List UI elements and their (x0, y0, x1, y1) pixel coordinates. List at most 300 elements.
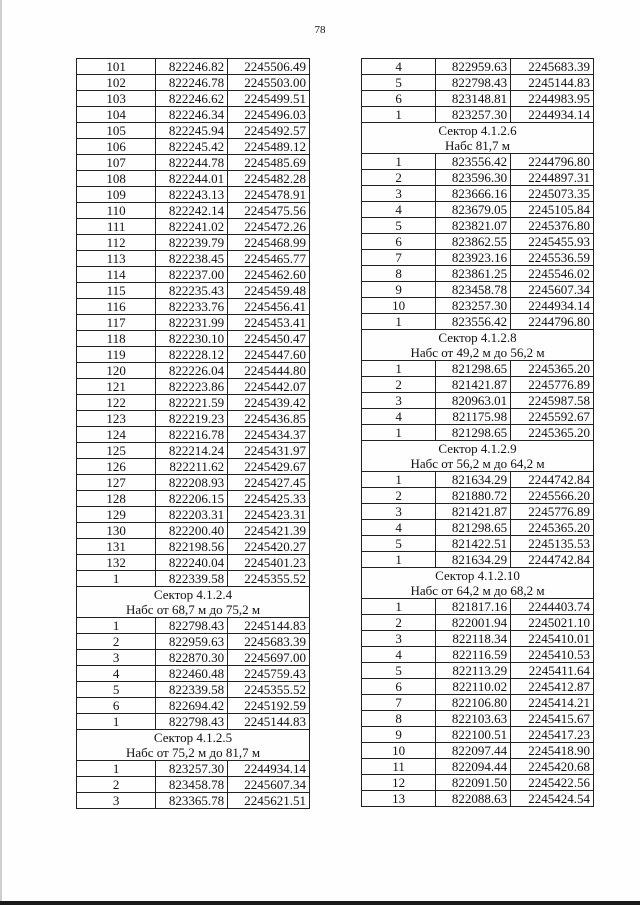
x-coordinate-cell: 822246.78 (156, 75, 228, 91)
y-coordinate-cell: 2245456.41 (228, 299, 310, 315)
y-coordinate-cell: 2244742.84 (511, 552, 594, 568)
x-coordinate-cell: 823148.81 (436, 91, 511, 107)
y-coordinate-cell: 2245478.91 (228, 187, 310, 203)
x-coordinate-cell: 823257.30 (436, 298, 511, 314)
y-coordinate-cell: 2245697.00 (228, 650, 310, 666)
point-number-cell: 5 (77, 682, 156, 698)
x-coordinate-cell: 821298.65 (436, 425, 511, 441)
x-coordinate-cell: 822100.51 (436, 727, 511, 743)
point-number-cell: 4 (362, 59, 436, 75)
sector-title: Сектор 4.1.2.8 (362, 330, 594, 346)
x-coordinate-cell: 822097.44 (436, 743, 511, 759)
table-row (362, 727, 594, 743)
point-number-cell: 1 (77, 761, 156, 777)
y-coordinate-cell: 2245776.89 (511, 504, 594, 520)
point-number-cell: 105 (77, 123, 156, 139)
table-row (362, 425, 594, 441)
x-coordinate-cell: 822239.79 (156, 235, 228, 251)
y-coordinate-cell: 2245492.57 (228, 123, 310, 139)
y-coordinate-cell: 2245423.31 (228, 507, 310, 523)
x-coordinate-cell: 821298.65 (436, 520, 511, 536)
sector-title: Сектор 4.1.2.5 (77, 730, 310, 746)
x-coordinate-cell: 823458.78 (436, 282, 511, 298)
x-coordinate-cell: 823458.78 (156, 777, 228, 793)
sector-height-row (362, 583, 594, 599)
point-number-cell: 123 (77, 411, 156, 427)
y-coordinate-cell: 2245536.59 (511, 250, 594, 266)
table-row (77, 123, 310, 139)
y-coordinate-cell: 2245489.12 (228, 139, 310, 155)
point-number-cell: 1 (362, 154, 436, 170)
point-number-cell: 9 (362, 727, 436, 743)
x-coordinate-cell: 822245.94 (156, 123, 228, 139)
table-row (77, 299, 310, 315)
y-coordinate-cell: 2245429.67 (228, 459, 310, 475)
table-row (77, 171, 310, 187)
table-row (77, 682, 310, 698)
point-number-cell: 125 (77, 443, 156, 459)
point-number-cell: 4 (362, 202, 436, 218)
y-coordinate-cell: 2245462.60 (228, 267, 310, 283)
y-coordinate-cell: 2245415.67 (511, 711, 594, 727)
point-number-cell: 4 (77, 666, 156, 682)
point-number-cell: 4 (362, 647, 436, 663)
x-coordinate-cell: 822110.02 (436, 679, 511, 695)
y-coordinate-cell: 2245468.99 (228, 235, 310, 251)
y-coordinate-cell: 2245485.69 (228, 155, 310, 171)
y-coordinate-cell: 2245412.87 (511, 679, 594, 695)
table-row (77, 251, 310, 267)
x-coordinate-cell: 822246.62 (156, 91, 228, 107)
point-number-cell: 104 (77, 107, 156, 123)
point-number-cell: 2 (77, 777, 156, 793)
y-coordinate-cell: 2244934.14 (511, 107, 594, 123)
left-coordinate-column (76, 58, 310, 809)
y-coordinate-cell: 2245365.20 (511, 425, 594, 441)
x-coordinate-cell: 821880.72 (436, 488, 511, 504)
x-coordinate-cell: 823556.42 (436, 154, 511, 170)
table-row (362, 711, 594, 727)
point-number-cell: 112 (77, 235, 156, 251)
table-row (77, 761, 310, 777)
table-row (77, 539, 310, 555)
x-coordinate-cell: 822241.02 (156, 219, 228, 235)
table-row (362, 599, 594, 615)
point-number-cell: 6 (362, 234, 436, 250)
y-coordinate-cell: 2245453.41 (228, 315, 310, 331)
table-row (362, 520, 594, 536)
x-coordinate-cell: 822460.48 (156, 666, 228, 682)
point-number-cell: 5 (362, 536, 436, 552)
x-coordinate-cell: 821421.87 (436, 377, 511, 393)
x-coordinate-cell: 822116.59 (436, 647, 511, 663)
x-coordinate-cell: 822959.63 (156, 634, 228, 650)
x-coordinate-cell: 821175.98 (436, 409, 511, 425)
y-coordinate-cell: 2245420.27 (228, 539, 310, 555)
point-number-cell: 6 (77, 698, 156, 714)
y-coordinate-cell: 2245365.20 (511, 361, 594, 377)
table-row (362, 218, 594, 234)
point-number-cell: 132 (77, 555, 156, 571)
point-number-cell: 2 (362, 615, 436, 631)
table-row (77, 650, 310, 666)
point-number-cell: 110 (77, 203, 156, 219)
table-row (77, 59, 310, 75)
y-coordinate-cell: 2245411.64 (511, 663, 594, 679)
x-coordinate-cell: 822233.76 (156, 299, 228, 315)
sector-height-range: Набс от 68,7 м до 75,2 м (77, 602, 310, 618)
x-coordinate-cell: 823556.42 (436, 314, 511, 330)
y-coordinate-cell: 2245592.67 (511, 409, 594, 425)
x-coordinate-cell: 822798.43 (436, 75, 511, 91)
sector-height-range: Набс 81,7 м (362, 138, 594, 154)
point-number-cell: 1 (77, 618, 156, 634)
x-coordinate-cell: 822228.12 (156, 347, 228, 363)
table-row (362, 234, 594, 250)
point-number-cell: 4 (362, 520, 436, 536)
y-coordinate-cell: 2245192.59 (228, 698, 310, 714)
sector-title-row (362, 330, 594, 346)
x-coordinate-cell: 822240.04 (156, 555, 228, 571)
table-row (362, 393, 594, 409)
y-coordinate-cell: 2245105.84 (511, 202, 594, 218)
table-row (77, 187, 310, 203)
x-coordinate-cell: 820963.01 (436, 393, 511, 409)
point-number-cell: 1 (362, 314, 436, 330)
x-coordinate-cell: 822798.43 (156, 618, 228, 634)
x-coordinate-cell: 822198.56 (156, 539, 228, 555)
point-number-cell: 122 (77, 395, 156, 411)
x-coordinate-cell: 823257.30 (436, 107, 511, 123)
y-coordinate-cell: 2245465.77 (228, 251, 310, 267)
point-number-cell: 3 (362, 631, 436, 647)
point-number-cell: 1 (77, 571, 156, 587)
table-row (362, 91, 594, 107)
table-row (362, 75, 594, 91)
y-coordinate-cell: 2245503.00 (228, 75, 310, 91)
x-coordinate-cell: 822208.93 (156, 475, 228, 491)
point-number-cell: 9 (362, 282, 436, 298)
table-row (77, 283, 310, 299)
point-number-cell: 109 (77, 187, 156, 203)
y-coordinate-cell: 2245073.35 (511, 186, 594, 202)
x-coordinate-cell: 823596.30 (436, 170, 511, 186)
point-number-cell: 113 (77, 251, 156, 267)
table-row (362, 504, 594, 520)
table-row (362, 791, 594, 807)
table-row (362, 615, 594, 631)
point-number-cell: 106 (77, 139, 156, 155)
point-number-cell: 1 (362, 599, 436, 615)
table-row (362, 679, 594, 695)
table-row (77, 75, 310, 91)
x-coordinate-cell: 822113.29 (436, 663, 511, 679)
x-coordinate-cell: 822094.44 (436, 759, 511, 775)
table-row (362, 154, 594, 170)
point-number-cell: 12 (362, 775, 436, 791)
sector-height-row (77, 745, 310, 761)
table-row (362, 743, 594, 759)
x-coordinate-cell: 822246.82 (156, 59, 228, 75)
y-coordinate-cell: 2245759.43 (228, 666, 310, 682)
y-coordinate-cell: 2245021.10 (511, 615, 594, 631)
table-row (362, 759, 594, 775)
table-row (77, 395, 310, 411)
table-row (362, 266, 594, 282)
sector-title-row (362, 568, 594, 584)
table-row (77, 235, 310, 251)
point-number-cell: 5 (362, 663, 436, 679)
table-row (77, 475, 310, 491)
x-coordinate-cell: 822339.58 (156, 682, 228, 698)
point-number-cell: 13 (362, 791, 436, 807)
x-coordinate-cell: 822219.23 (156, 411, 228, 427)
sector-title-row (362, 441, 594, 457)
point-number-cell: 121 (77, 379, 156, 395)
y-coordinate-cell: 2245776.89 (511, 377, 594, 393)
table-row (77, 714, 310, 730)
x-coordinate-cell: 821421.87 (436, 504, 511, 520)
x-coordinate-cell: 822206.15 (156, 491, 228, 507)
y-coordinate-cell: 2245506.49 (228, 59, 310, 75)
point-number-cell: 131 (77, 539, 156, 555)
y-coordinate-cell: 2245621.51 (228, 793, 310, 809)
y-coordinate-cell: 2245144.83 (511, 75, 594, 91)
table-row (362, 663, 594, 679)
y-coordinate-cell: 2245424.54 (511, 791, 594, 807)
y-coordinate-cell: 2245418.90 (511, 743, 594, 759)
x-coordinate-cell: 823821.07 (436, 218, 511, 234)
table-row (362, 314, 594, 330)
x-coordinate-cell: 822088.63 (436, 791, 511, 807)
table-row (362, 186, 594, 202)
point-number-cell: 119 (77, 347, 156, 363)
y-coordinate-cell: 2245355.52 (228, 682, 310, 698)
x-coordinate-cell: 822238.45 (156, 251, 228, 267)
point-number-cell: 116 (77, 299, 156, 315)
point-number-cell: 1 (362, 361, 436, 377)
y-coordinate-cell: 2245401.23 (228, 555, 310, 571)
x-coordinate-cell: 822001.94 (436, 615, 511, 631)
table-row (362, 488, 594, 504)
x-coordinate-cell: 822106.80 (436, 695, 511, 711)
point-number-cell: 3 (77, 650, 156, 666)
point-number-cell: 124 (77, 427, 156, 443)
y-coordinate-cell: 2244934.14 (228, 761, 310, 777)
y-coordinate-cell: 2245450.47 (228, 331, 310, 347)
y-coordinate-cell: 2245607.34 (228, 777, 310, 793)
point-number-cell: 1 (362, 107, 436, 123)
table-row (77, 331, 310, 347)
point-number-cell: 120 (77, 363, 156, 379)
y-coordinate-cell: 2245439.42 (228, 395, 310, 411)
point-number-cell: 10 (362, 298, 436, 314)
point-number-cell: 103 (77, 91, 156, 107)
y-coordinate-cell: 2245420.68 (511, 759, 594, 775)
y-coordinate-cell: 2245987.58 (511, 393, 594, 409)
y-coordinate-cell: 2245607.34 (511, 282, 594, 298)
coordinate-table-right (361, 58, 594, 807)
table-row (362, 202, 594, 218)
table-row (77, 777, 310, 793)
y-coordinate-cell: 2245482.28 (228, 171, 310, 187)
table-row (77, 363, 310, 379)
y-coordinate-cell: 2245431.97 (228, 443, 310, 459)
table-row (77, 793, 310, 809)
y-coordinate-cell: 2245459.48 (228, 283, 310, 299)
table-row (362, 377, 594, 393)
table-row (77, 155, 310, 171)
point-number-cell: 129 (77, 507, 156, 523)
x-coordinate-cell: 822211.62 (156, 459, 228, 475)
sector-height-row (362, 138, 594, 154)
table-row (77, 443, 310, 459)
point-number-cell: 3 (77, 793, 156, 809)
table-row (362, 250, 594, 266)
table-row (77, 411, 310, 427)
table-row (362, 775, 594, 791)
y-coordinate-cell: 2245436.85 (228, 411, 310, 427)
table-row (362, 170, 594, 186)
x-coordinate-cell: 822231.99 (156, 315, 228, 331)
sector-title-row (77, 730, 310, 746)
y-coordinate-cell: 2245455.93 (511, 234, 594, 250)
sector-title: Сектор 4.1.2.9 (362, 441, 594, 457)
point-number-cell: 2 (362, 170, 436, 186)
point-number-cell: 128 (77, 491, 156, 507)
x-coordinate-cell: 822242.14 (156, 203, 228, 219)
point-number-cell: 117 (77, 315, 156, 331)
x-coordinate-cell: 822245.42 (156, 139, 228, 155)
y-coordinate-cell: 2245410.01 (511, 631, 594, 647)
point-number-cell: 6 (362, 679, 436, 695)
table-row (362, 361, 594, 377)
point-number-cell: 115 (77, 283, 156, 299)
point-number-cell: 1 (362, 425, 436, 441)
x-coordinate-cell: 822118.34 (436, 631, 511, 647)
y-coordinate-cell: 2245683.39 (228, 634, 310, 650)
y-coordinate-cell: 2245135.53 (511, 536, 594, 552)
table-row (362, 409, 594, 425)
x-coordinate-cell: 822223.86 (156, 379, 228, 395)
point-number-cell: 2 (77, 634, 156, 650)
sector-height-row (362, 345, 594, 361)
x-coordinate-cell: 823862.55 (436, 234, 511, 250)
sector-title-row (362, 123, 594, 139)
y-coordinate-cell: 2245355.52 (228, 571, 310, 587)
x-coordinate-cell: 821634.29 (436, 472, 511, 488)
point-number-cell: 130 (77, 523, 156, 539)
table-row (77, 379, 310, 395)
table-row (77, 267, 310, 283)
y-coordinate-cell: 2245365.20 (511, 520, 594, 536)
y-coordinate-cell: 2245496.03 (228, 107, 310, 123)
x-coordinate-cell: 823861.25 (436, 266, 511, 282)
x-coordinate-cell: 822246.34 (156, 107, 228, 123)
x-coordinate-cell: 822243.13 (156, 187, 228, 203)
y-coordinate-cell: 2245442.07 (228, 379, 310, 395)
table-row (77, 427, 310, 443)
table-row (77, 507, 310, 523)
table-row (362, 107, 594, 123)
point-number-cell: 5 (362, 75, 436, 91)
point-number-cell: 7 (362, 250, 436, 266)
y-coordinate-cell: 2245566.20 (511, 488, 594, 504)
x-coordinate-cell: 822798.43 (156, 714, 228, 730)
x-coordinate-cell: 821422.51 (436, 536, 511, 552)
table-row (77, 315, 310, 331)
table-row (77, 571, 310, 587)
table-row (362, 536, 594, 552)
table-row (362, 282, 594, 298)
sector-title-row (77, 587, 310, 603)
y-coordinate-cell: 2244403.74 (511, 599, 594, 615)
y-coordinate-cell: 2245434.37 (228, 427, 310, 443)
table-row (362, 647, 594, 663)
x-coordinate-cell: 822959.63 (436, 59, 511, 75)
x-coordinate-cell: 822226.04 (156, 363, 228, 379)
table-row (77, 219, 310, 235)
table-row (77, 203, 310, 219)
x-coordinate-cell: 822694.42 (156, 698, 228, 714)
table-row (77, 459, 310, 475)
point-number-cell: 7 (362, 695, 436, 711)
x-coordinate-cell: 822214.24 (156, 443, 228, 459)
y-coordinate-cell: 2245447.60 (228, 347, 310, 363)
table-row (77, 107, 310, 123)
point-number-cell: 127 (77, 475, 156, 491)
x-coordinate-cell: 822244.01 (156, 171, 228, 187)
point-number-cell: 3 (362, 504, 436, 520)
x-coordinate-cell: 823666.16 (436, 186, 511, 202)
point-number-cell: 111 (77, 219, 156, 235)
y-coordinate-cell: 2245475.56 (228, 203, 310, 219)
y-coordinate-cell: 2244934.14 (511, 298, 594, 314)
point-number-cell: 3 (362, 393, 436, 409)
x-coordinate-cell: 822870.30 (156, 650, 228, 666)
table-row (77, 347, 310, 363)
sector-height-range: Набс от 56,2 м до 64,2 м (362, 456, 594, 472)
point-number-cell: 11 (362, 759, 436, 775)
table-row (362, 552, 594, 568)
x-coordinate-cell: 822091.50 (436, 775, 511, 791)
point-number-cell: 8 (362, 266, 436, 282)
table-row (77, 698, 310, 714)
scan-edge-left (0, 0, 2, 905)
point-number-cell: 101 (77, 59, 156, 75)
x-coordinate-cell: 822221.59 (156, 395, 228, 411)
y-coordinate-cell: 2245472.26 (228, 219, 310, 235)
point-number-cell: 1 (362, 472, 436, 488)
y-coordinate-cell: 2245376.80 (511, 218, 594, 234)
point-number-cell: 1 (77, 714, 156, 730)
y-coordinate-cell: 2245683.39 (511, 59, 594, 75)
point-number-cell: 1 (362, 552, 436, 568)
point-number-cell: 114 (77, 267, 156, 283)
x-coordinate-cell: 823679.05 (436, 202, 511, 218)
y-coordinate-cell: 2245444.80 (228, 363, 310, 379)
x-coordinate-cell: 822203.31 (156, 507, 228, 523)
sector-title: Сектор 4.1.2.4 (77, 587, 310, 603)
sector-height-range: Набс от 64,2 м до 68,2 м (362, 583, 594, 599)
sector-height-row (362, 456, 594, 472)
table-row (77, 523, 310, 539)
x-coordinate-cell: 821634.29 (436, 552, 511, 568)
table-row (77, 666, 310, 682)
y-coordinate-cell: 2245144.83 (228, 618, 310, 634)
y-coordinate-cell: 2244897.31 (511, 170, 594, 186)
point-number-cell: 102 (77, 75, 156, 91)
